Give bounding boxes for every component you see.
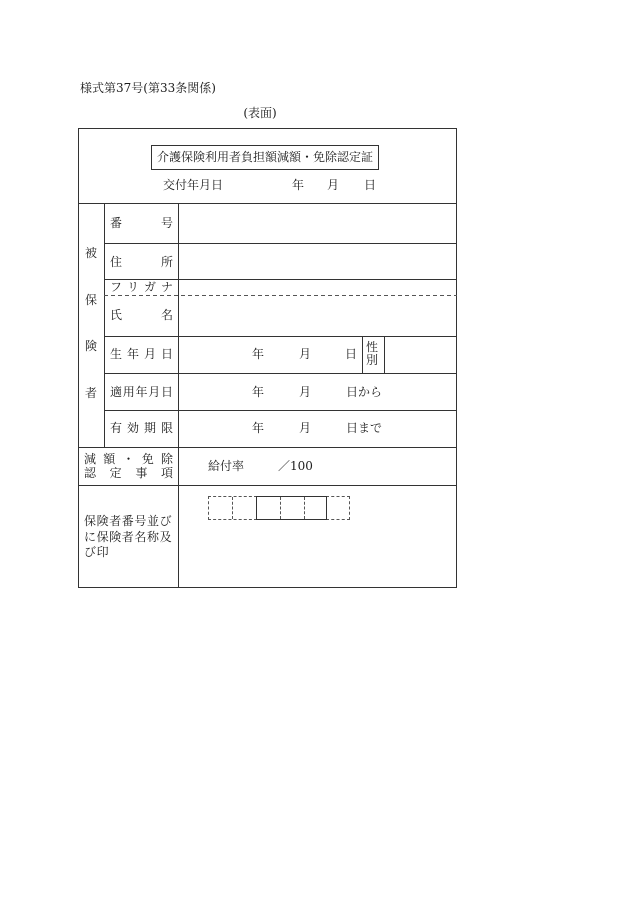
label-char: 事	[135, 466, 148, 480]
label-char: 限	[160, 421, 173, 435]
label-char: 号	[160, 216, 173, 230]
label-char: フ	[110, 280, 123, 294]
birth-date-year-label: 年	[252, 347, 265, 361]
expiry-date-day-label: 日まで	[346, 421, 383, 435]
label-char: 適	[110, 385, 123, 399]
reduction-label-line-1	[84, 453, 173, 465]
header-divider	[78, 203, 457, 204]
label-char: ガ	[143, 280, 156, 294]
label-char: 被	[85, 246, 98, 260]
label-char: 用	[122, 385, 135, 399]
insurer-value-cell	[178, 485, 456, 587]
sex-value-cell	[384, 336, 456, 373]
certificate-table	[78, 128, 457, 588]
insurer-label-line-1: 保険者番号並び	[84, 514, 173, 528]
label-char: 除	[160, 452, 173, 466]
label-char: 認	[84, 466, 97, 480]
birth-date-value-cell	[178, 336, 362, 373]
digit-divider	[280, 497, 281, 519]
expiry-date-year-label: 年	[252, 421, 265, 435]
label-char: 氏	[110, 308, 123, 322]
label-char: 保	[85, 292, 98, 307]
reduction-row	[78, 447, 456, 485]
row-divider	[78, 447, 457, 448]
label-char: 者	[85, 385, 98, 400]
birth-date-month-label: 月	[299, 347, 312, 361]
row-divider	[104, 336, 457, 337]
label-char: 日	[160, 385, 173, 399]
insurer-number-boxes-main	[256, 496, 327, 520]
sex-column-divider-left	[362, 336, 363, 373]
certificate-title: 介護保険利用者負担額減額・免除認定証	[151, 145, 379, 170]
issue-date-month-label: 月	[327, 178, 340, 192]
label-char: 日	[160, 347, 173, 361]
table-border-right	[456, 128, 457, 588]
insured-number-value-cell	[178, 203, 456, 243]
expiry-date-value-cell	[178, 410, 456, 447]
label-char: 月	[148, 385, 161, 399]
effective-date-label	[110, 386, 173, 398]
effective-date-month-label: 月	[299, 385, 312, 399]
label-char: 免	[141, 452, 154, 466]
row-divider	[104, 373, 457, 374]
digit-divider	[232, 497, 233, 519]
sex-label-cell	[362, 336, 384, 373]
insured-number-label	[110, 217, 173, 229]
label-char: リ	[126, 280, 139, 294]
label-column-divider	[178, 203, 179, 587]
sex-label: 性別	[366, 340, 379, 367]
label-char: 住	[110, 255, 123, 269]
insured-name-label	[110, 309, 173, 321]
label-char: 定	[109, 466, 122, 480]
insured-section-label	[85, 247, 97, 399]
issue-date-day-label: 日	[364, 178, 377, 192]
row-divider	[104, 243, 457, 244]
issue-date-label: 交付年月日	[163, 178, 224, 192]
reduction-label-line-2	[84, 467, 173, 479]
label-char: 額	[103, 452, 116, 466]
header-cell	[78, 128, 456, 203]
label-char: 有	[110, 421, 123, 435]
insured-furigana-row	[104, 279, 457, 295]
effective-date-year-label: 年	[252, 385, 265, 399]
expiry-date-label	[110, 422, 173, 434]
table-border-top	[78, 128, 457, 129]
row-divider	[104, 410, 457, 411]
row-divider	[104, 279, 457, 280]
insured-name-value-cell	[178, 295, 456, 336]
reduction-value-cell	[178, 447, 456, 485]
side-indicator: (表面)	[243, 106, 277, 120]
benefit-rate-denominator: ／100	[278, 459, 313, 473]
insurer-label-line-2: に保険者名称及	[84, 530, 173, 544]
effective-date-day-label: 日から	[346, 385, 383, 399]
issue-date-year-label: 年	[292, 178, 305, 192]
furigana-dashed-divider	[104, 295, 457, 296]
label-char: 期	[143, 421, 156, 435]
label-char: ナ	[160, 280, 173, 294]
expiry-date-month-label: 月	[299, 421, 312, 435]
insured-number-row	[104, 203, 457, 243]
label-char: 項	[160, 466, 173, 480]
insured-furigana-label	[110, 281, 173, 293]
effective-date-value-cell	[178, 373, 456, 410]
label-char: 効	[126, 421, 139, 435]
label-char: 名	[160, 308, 173, 322]
insured-address-value-cell	[178, 243, 456, 279]
label-char: 番	[110, 216, 123, 230]
insurer-number-box-trailing	[326, 496, 350, 520]
insured-address-label	[110, 256, 173, 268]
label-char: 険	[85, 339, 98, 354]
label-char: ・	[122, 452, 135, 466]
insurer-row	[78, 485, 456, 587]
insured-furigana-value-cell	[178, 279, 456, 295]
label-char: 月	[143, 347, 156, 361]
label-char: 生	[110, 347, 123, 361]
insured-address-row	[104, 243, 457, 279]
digit-divider	[304, 497, 305, 519]
birth-date-day-label: 日	[345, 347, 358, 361]
birth-date-label	[110, 348, 173, 360]
table-border-bottom	[78, 587, 457, 588]
effective-date-row	[104, 373, 457, 410]
insured-name-row	[104, 295, 457, 336]
label-char: 年	[135, 385, 148, 399]
expiry-date-row	[104, 410, 457, 447]
sex-column-divider-right	[384, 336, 385, 373]
insurer-number-boxes-leading	[208, 496, 257, 520]
table-border-left	[78, 128, 79, 588]
insured-birth-date-row	[104, 336, 457, 373]
insurer-label-line-3: び印	[84, 545, 110, 559]
label-char: 年	[126, 347, 139, 361]
insured-section-label-cell	[78, 203, 104, 447]
label-char: 減	[84, 452, 97, 466]
benefit-rate-label: 給付率	[208, 459, 245, 473]
form-number: 様式第37号(第33条関係)	[80, 81, 216, 95]
label-char: 所	[160, 255, 173, 269]
row-divider	[78, 485, 457, 486]
